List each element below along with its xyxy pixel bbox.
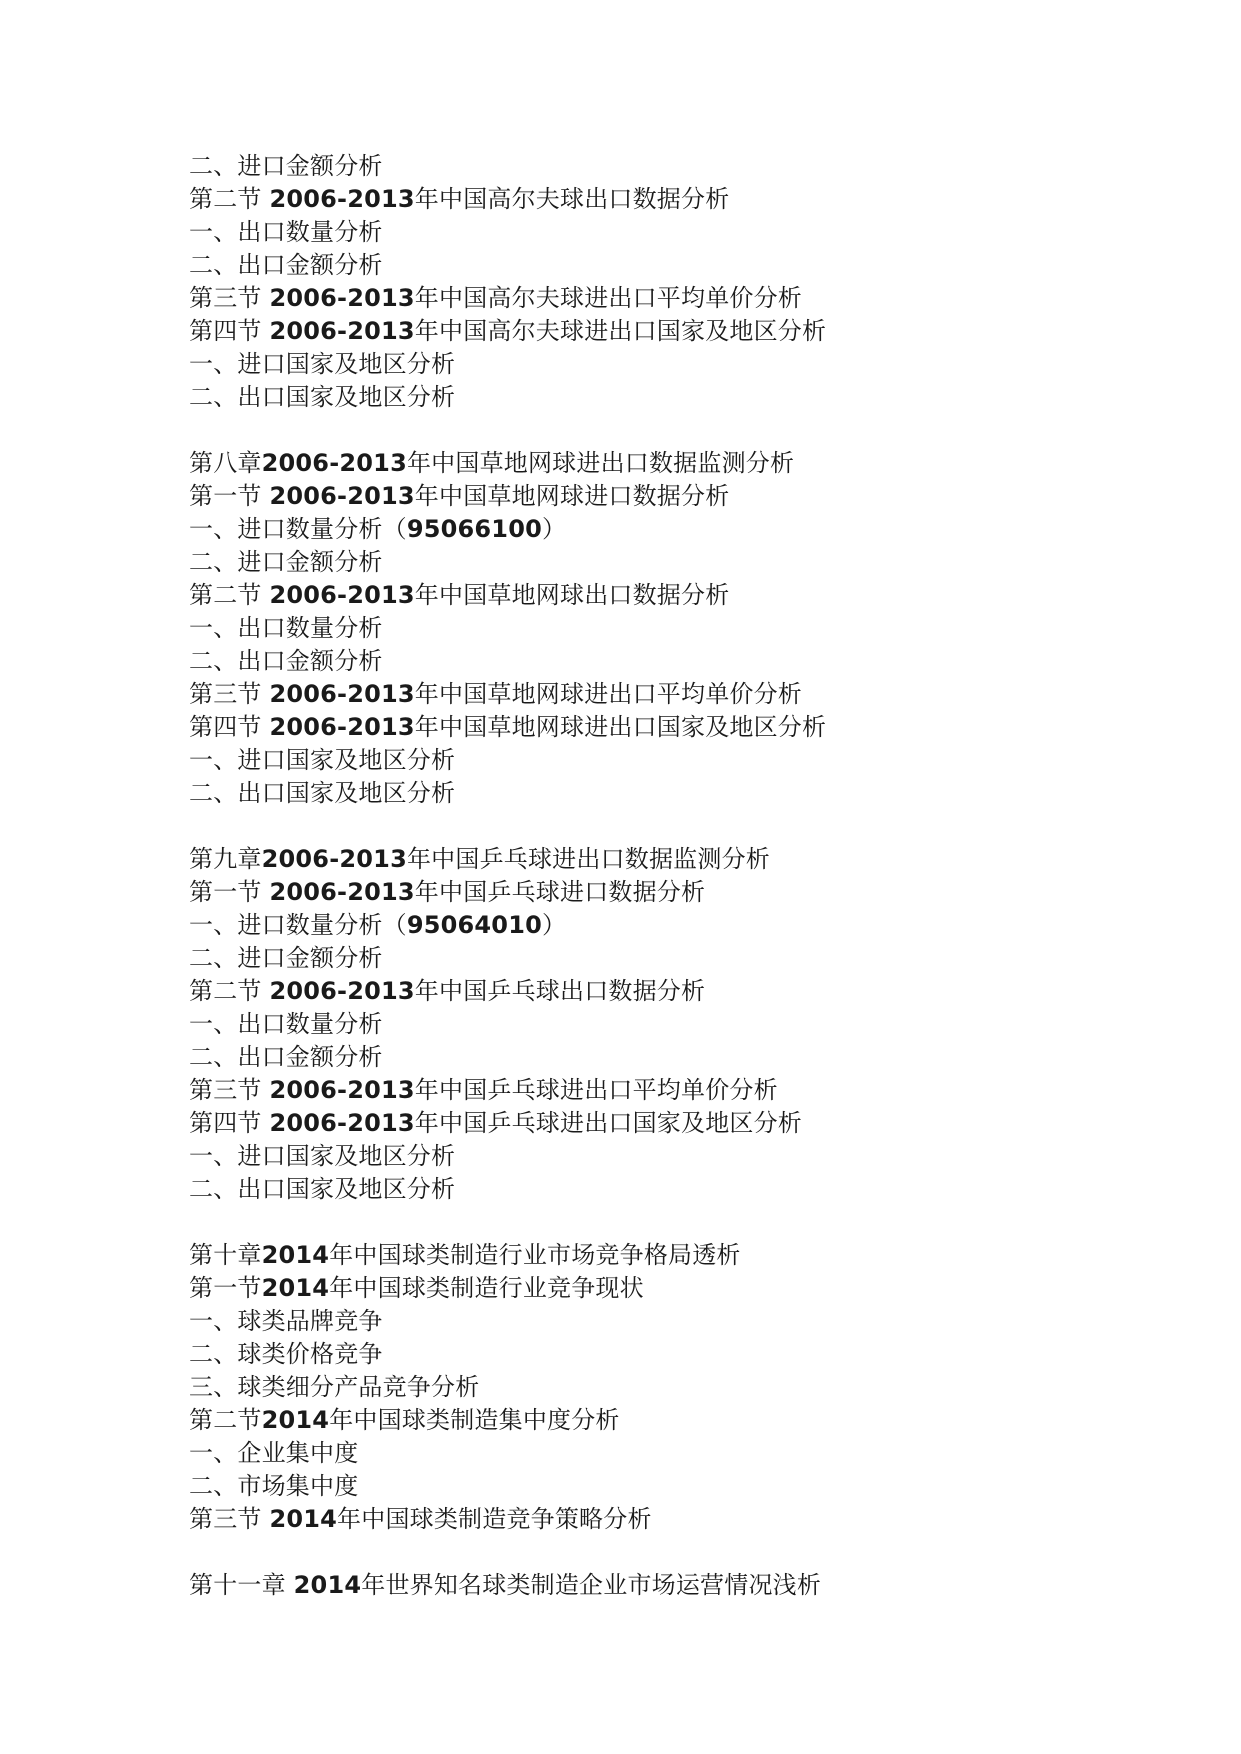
- toc-section-heading: 第二节 2006-2013年中国乒乓球出口数据分析: [189, 977, 706, 1005]
- toc-chapter-heading: 第九章2006-2013年中国乒乓球进出口数据监测分析: [189, 845, 770, 873]
- toc-line: 一、球类品牌竞争: [189, 1307, 383, 1335]
- toc-line: 二、市场集中度: [189, 1472, 359, 1500]
- toc-section-heading: 第三节 2006-2013年中国草地网球进出口平均单价分析: [189, 680, 802, 708]
- toc-line: 一、进口数量分析（95066100）: [189, 515, 567, 543]
- toc-line: 一、进口国家及地区分析: [189, 746, 456, 774]
- toc-section-heading: 第一节2014年中国球类制造行业竞争现状: [189, 1274, 644, 1302]
- toc-line: 二、出口国家及地区分析: [189, 1175, 456, 1203]
- toc-line: 二、进口金额分析: [189, 152, 383, 180]
- toc-line: 二、进口金额分析: [189, 548, 383, 576]
- blank-line: [189, 414, 1169, 447]
- toc-section-heading: 第一节 2006-2013年中国乒乓球进口数据分析: [189, 878, 706, 906]
- toc-section-heading: 第二节 2006-2013年中国高尔夫球出口数据分析: [189, 185, 730, 213]
- toc-section-heading: 第二节 2006-2013年中国草地网球出口数据分析: [189, 581, 730, 609]
- blank-line: [189, 1206, 1169, 1239]
- toc-line: 二、出口金额分析: [189, 647, 383, 675]
- toc-line: 一、进口国家及地区分析: [189, 1142, 456, 1170]
- toc-section-heading: 第四节 2006-2013年中国高尔夫球进出口国家及地区分析: [189, 317, 827, 345]
- toc-line: 二、进口金额分析: [189, 944, 383, 972]
- toc-line: 三、球类细分产品竞争分析: [189, 1373, 480, 1401]
- blank-line: [189, 1536, 1169, 1569]
- toc-line: 一、出口数量分析: [189, 1010, 383, 1038]
- toc-chapter-heading: 第十一章 2014年世界知名球类制造企业市场运营情况浅析: [189, 1571, 822, 1599]
- toc-section-heading: 第二节2014年中国球类制造集中度分析: [189, 1406, 620, 1434]
- toc-line: 一、出口数量分析: [189, 614, 383, 642]
- document-page: [189, 150, 1169, 1602]
- toc-section-heading: 第四节 2006-2013年中国草地网球进出口国家及地区分析: [189, 713, 827, 741]
- blank-line: [189, 810, 1169, 843]
- toc-line: 一、出口数量分析: [189, 218, 383, 246]
- toc-chapter-heading: 第八章2006-2013年中国草地网球进出口数据监测分析: [189, 449, 795, 477]
- toc-line: 二、出口金额分析: [189, 251, 383, 279]
- toc-line: 一、企业集中度: [189, 1439, 359, 1467]
- toc-line: 二、出口金额分析: [189, 1043, 383, 1071]
- toc-line: 一、进口国家及地区分析: [189, 350, 456, 378]
- toc-section-heading: 第三节 2006-2013年中国高尔夫球进出口平均单价分析: [189, 284, 802, 312]
- toc-section-heading: 第一节 2006-2013年中国草地网球进口数据分析: [189, 482, 730, 510]
- toc-line: 一、进口数量分析（95064010）: [189, 911, 567, 939]
- toc-section-heading: 第四节 2006-2013年中国乒乓球进出口国家及地区分析: [189, 1109, 802, 1137]
- toc-section-heading: 第三节 2014年中国球类制造竞争策略分析: [189, 1505, 652, 1533]
- toc-line: 二、球类价格竞争: [189, 1340, 383, 1368]
- toc-line: 二、出口国家及地区分析: [189, 779, 456, 807]
- toc-line: 二、出口国家及地区分析: [189, 383, 456, 411]
- toc-section-heading: 第三节 2006-2013年中国乒乓球进出口平均单价分析: [189, 1076, 778, 1104]
- toc-chapter-heading: 第十章2014年中国球类制造行业市场竞争格局透析: [189, 1241, 741, 1269]
